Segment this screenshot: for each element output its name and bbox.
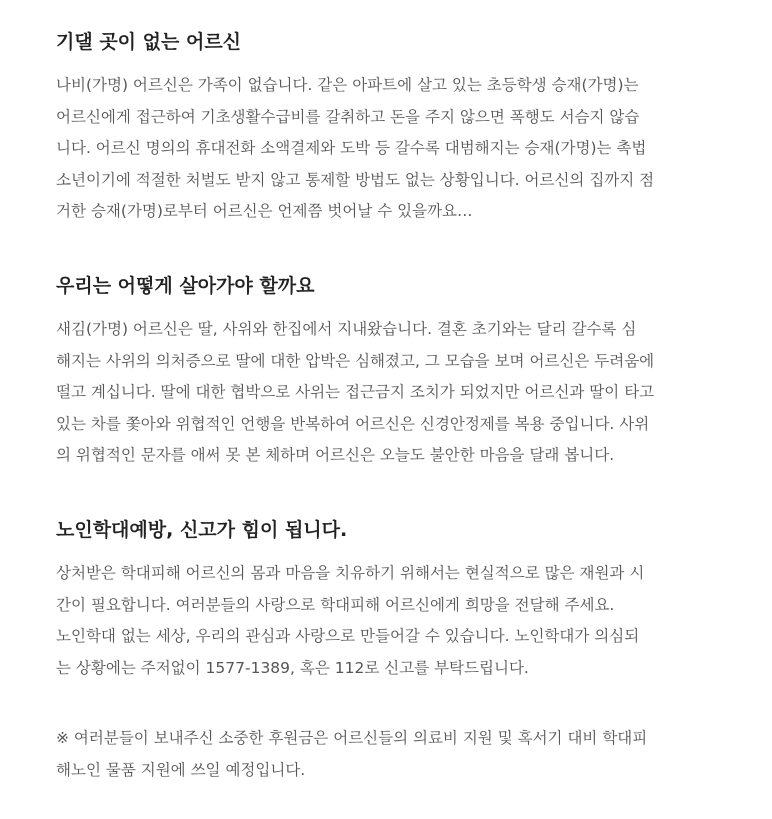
note-line: ※ 여러분들이 보내주신 소중한 후원금은 어르신들의 의료비 지원 및 혹서기 대비 학대피 [56,729,648,747]
donation-note [56,723,696,786]
paragraph-line: 간이 필요합니다. 여러분들의 사랑으로 학대피해 어르신에게 희망을 전달해 주세요. [56,595,615,614]
paragraph-line: 해지는 사위의 의처증으로 딸에 대한 압박은 심해졌고, 그 모습을 보며 어르신은 두려움에 [56,351,655,370]
paragraph-line: 있는 차를 쫓아와 위협적인 언행을 반복하여 어르신은 신경안정제를 복용 중입니다. 사위 [56,414,650,433]
paragraph-line: 어르신에게 접근하여 기초생활수급비를 갈취하고 돈을 주지 않으면 폭행도 서슴지 않습 [56,107,640,126]
paragraph-line: 떨고 계십니다. 딸에 대한 협박으로 사위는 접근금지 조치가 되었지만 어르신과 딸이 타고 [56,383,655,401]
section-heading: 우리는 어떻게 살아가야 할까요 [56,275,315,297]
section-paragraph [56,314,696,472]
section-paragraph [56,558,696,684]
note-line: 해노인 물품 지원에 쓰일 예정입니다. [56,760,306,779]
paragraph-line: 의 위협적인 문자를 애써 못 본 체하며 어르신은 오늘도 불안한 마음을 달래 봅니다. [56,446,615,464]
paragraph-line: 거한 승재(가명)로부터 어르신은 언제쯤 벗어날 수 있을까요… [56,202,473,220]
paragraph-line: 노인학대 없는 세상, 우리의 관심과 사랑으로 만들어갈 수 있습니다. 노인학대가 의심되 [56,627,640,645]
section-heading: 노인학대예방, 신고가 힘이 됩니다. [56,519,348,541]
paragraph-line: 나비(가명) 어르신은 가족이 없습니다. 같은 아파트에 살고 있는 초등학생 승재(가명)는 [56,76,639,94]
section-prevention [56,517,696,684]
note-paragraph [56,723,696,786]
paragraph-line: 소년이기에 적절한 처벌도 받지 않고 통제할 방법도 없는 상황입니다. 어르신의 집까지 점 [56,170,655,189]
paragraph-line: 는 상황에는 주저없이 1577-1389, 혹은 112로 신고를 부탁드립니다. [56,658,529,677]
paragraph-line: 새김(가명) 어르신은 딸, 사위와 한집에서 지내왔습니다. 결혼 초기와는 달리 갈수록 심 [56,320,637,338]
paragraph-line: 니다. 어르신 명의의 휴대전화 소액결제와 도박 등 갈수록 대범해지는 승재(가명)는 촉법 [56,139,647,157]
section-heading: 기댈 곳이 없는 어르신 [56,31,242,53]
section-how-to-live [56,273,696,472]
section-no-support [56,29,696,228]
paragraph-line: 상처받은 학대피해 어르신의 몸과 마음을 치유하기 위해서는 현실적으로 많은 재원과 시 [56,564,645,582]
section-paragraph [56,70,696,228]
